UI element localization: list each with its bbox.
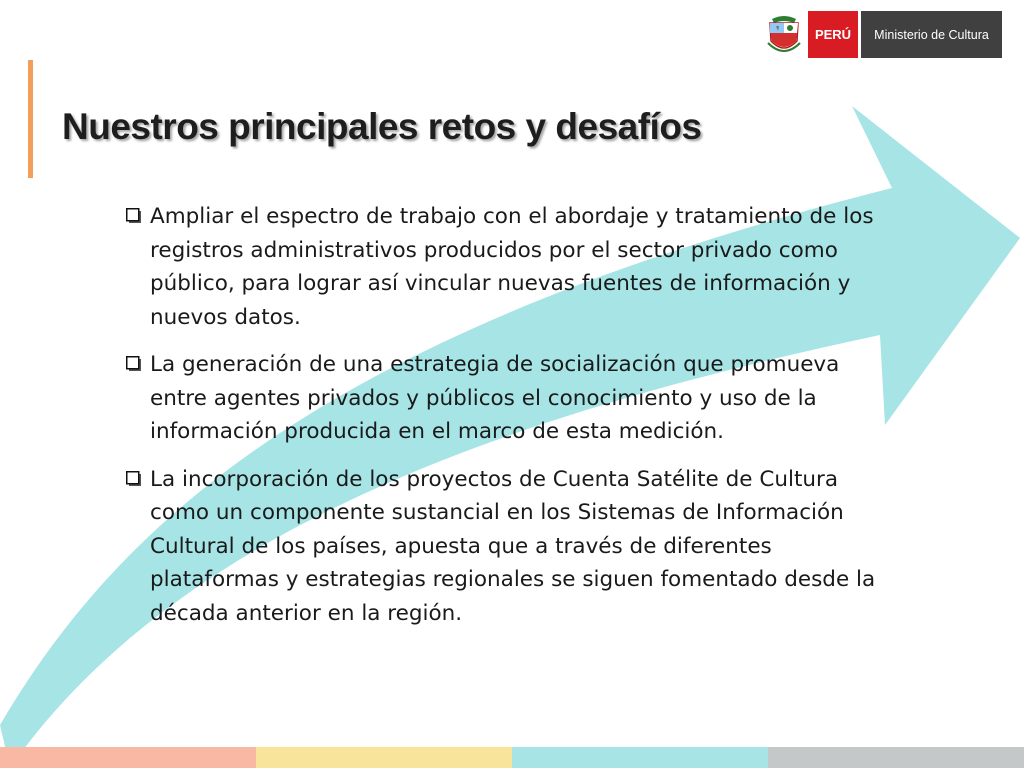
footer-segment-teal: [512, 747, 768, 768]
footer-segment-gray: [768, 747, 1024, 768]
title-accent-bar: [28, 60, 33, 178]
list-item: [122, 200, 882, 334]
peru-label: PERÚ: [808, 11, 858, 58]
list-item: [122, 348, 882, 449]
checkbox-bullet-icon: [126, 356, 142, 372]
checkbox-bullet-icon: [126, 471, 142, 487]
national-crest-icon: [766, 13, 802, 57]
ministry-name: Ministerio de Cultura: [861, 11, 1002, 58]
footer-color-bar: [0, 747, 1024, 768]
list-item: [122, 463, 882, 631]
footer-segment-salmon: [0, 747, 256, 768]
list-item-text: La incorporación de los proyectos de Cuenta Satélite de Cultura como un componente sustancial en los Sistemas de Información Cultural de los países, apuesta que a través de diferentes plataformas y estrategias regionales se siguen fomentado desde la década anterior en la región.: [150, 466, 876, 626]
ministry-logo: [766, 11, 1002, 58]
bullet-list: [122, 200, 882, 644]
slide-title: Nuestros principales retos y desafíos: [62, 106, 702, 147]
footer-segment-yellow: [256, 747, 512, 768]
list-item-text: La generación de una estrategia de socialización que promueva entre agentes privados y públicos el conocimiento y uso de la información producida en el marco de esta medición.: [150, 352, 840, 444]
checkbox-bullet-icon: [126, 208, 142, 224]
list-item-text: Ampliar el espectro de trabajo con el abordaje y tratamiento de los registros administrativos producidos por el sector privado como público, para lograr así vincular nuevas fuentes de información y nuevos datos.: [150, 204, 874, 330]
